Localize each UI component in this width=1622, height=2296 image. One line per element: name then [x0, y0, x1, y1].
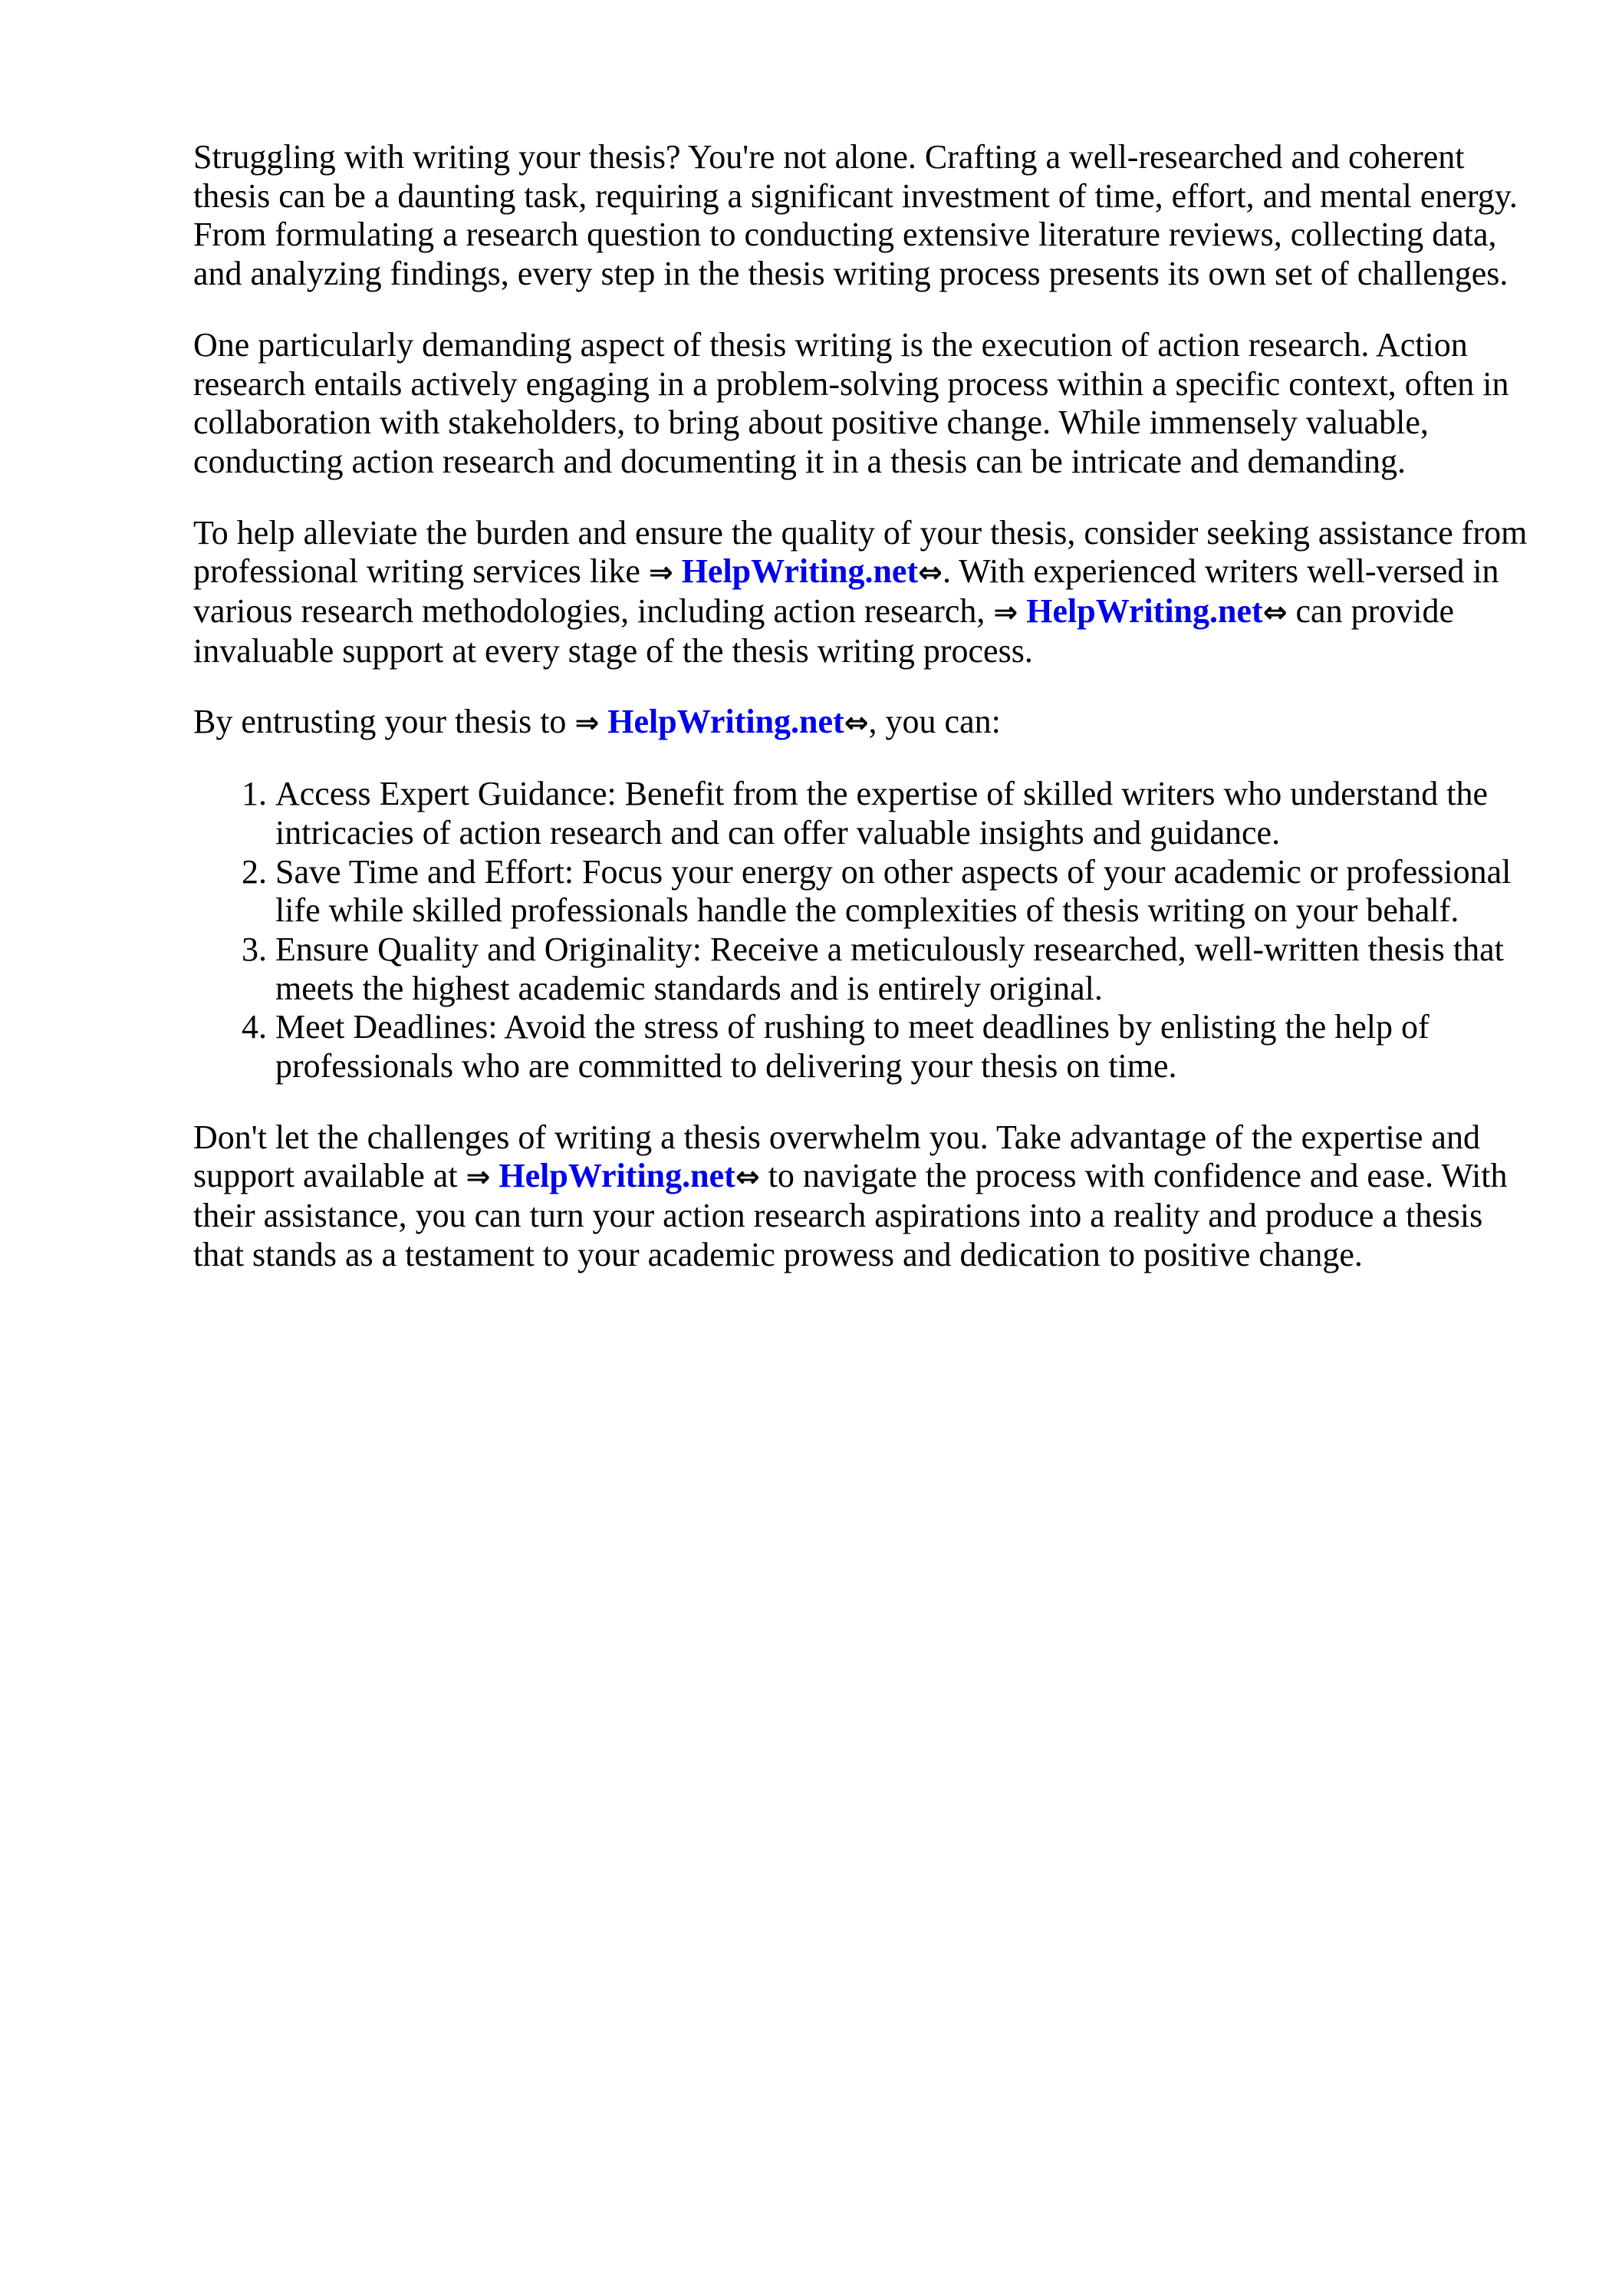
list-item: 1. Access Expert Guidance: Benefit from the expertise of skilled writers who understand the intricacies of action research and can offer valuable insights and guidance. [275, 775, 1535, 852]
helpwriting-link[interactable]: HelpWriting.net [498, 1157, 735, 1195]
benefits-list [193, 775, 1535, 1086]
right-arrow-icon: ⇒ [574, 706, 600, 740]
right-arrow-icon: ⇒ [993, 595, 1018, 630]
closing-paragraph [193, 1118, 1535, 1275]
list-item: 3. Ensure Quality and Originality: Receive a meticulously researched, well-written thesis that meets the highest academic standards and is entirely original. [275, 931, 1535, 1008]
text: to navigate the process with confidence and ease. With their assistance, you can turn your action research aspirations into a reality and produce a thesis that stands as a testament to your academic prowess and dedication to positive change. [193, 1157, 1508, 1273]
double-arrow-icon: ⇔ [735, 1160, 760, 1194]
right-arrow-icon: ⇒ [466, 1160, 491, 1194]
right-arrow-icon: ⇒ [648, 555, 673, 590]
document-page [193, 138, 1535, 1307]
double-arrow-icon: ⇔ [1262, 595, 1288, 630]
double-arrow-icon: ⇔ [918, 555, 943, 590]
list-item: 2. Save Time and Effort: Focus your energy on other aspects of your academic or professional life while skilled professionals handle the complexities of thesis writing on your behalf. [275, 853, 1535, 931]
text: By entrusting your thesis to [193, 703, 575, 741]
double-arrow-icon: ⇔ [844, 706, 869, 740]
text: Don't let the challenges of writing a thesis overwhelm you. Take advantage of the expertise and support available at [193, 1118, 1480, 1195]
helpwriting-link[interactable]: HelpWriting.net [607, 703, 844, 741]
helpwriting-link[interactable]: HelpWriting.net [1026, 592, 1263, 631]
text: To help alleviate the burden and ensure the quality of your thesis, consider seeking assistance from professional writing services like [193, 513, 1528, 591]
entrusting-paragraph [193, 703, 1535, 743]
text: can provide invaluable support at every stage of the thesis writing process. [193, 592, 1454, 670]
list-item: 4. Meet Deadlines: Avoid the stress of rushing to meet deadlines by enlisting the help of professionals who are committed to delivering your thesis on time. [275, 1008, 1535, 1085]
helpwriting-link[interactable]: HelpWriting.net [681, 552, 919, 591]
action-research-paragraph: One particularly demanding aspect of thesis writing is the execution of action research. Action research entails actively engaging in a problem-solving process within a specific context, often in collaboration with stakeholders, to bring about positive change. While immensely valuable, conducting action research and documenting it in a thesis can be intricate and demanding. [193, 325, 1509, 480]
text: . With experienced writers well-versed in various research methodologies, including action research, [193, 552, 1499, 631]
text: , you can: [868, 703, 1001, 741]
assistance-paragraph [193, 514, 1535, 671]
intro-paragraph: Struggling with writing your thesis? You're not alone. Crafting a well-researched and coherent thesis can be a daunting task, requiring a significant investment of time, effort, and mental energy. From formulating a research question to conducting extensive literature reviews, collecting data, and analyzing findings, every step in the thesis writing process presents its own set of challenges. [193, 138, 1518, 293]
